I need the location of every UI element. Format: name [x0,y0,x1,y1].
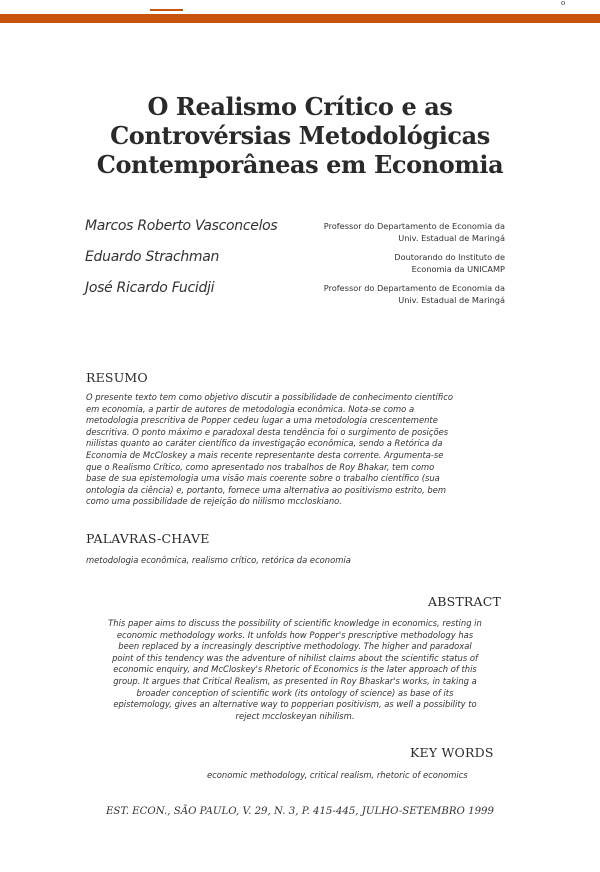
abstract-line: point of this tendency was the adventure of nihilist claims about the scientific status of [112,652,478,663]
abstract-line: economic methodology works. It unfolds how Popper's prescriptive methodology has [116,629,474,640]
key-words-line: economic methodology, critical realism, rhetoric of economics [207,770,468,780]
title-line: O Realismo Crítico e as [147,92,453,121]
key-words-text [207,770,468,782]
abstract-text [80,618,510,722]
author-affiliation [324,220,505,244]
affiliation-line: Professor do Departamento de Economia da [323,283,505,293]
resumo-line: como uma possibilidade de rejeição do niilismo mccloskiano. [86,496,342,507]
author-name: Eduardo Strachman [85,249,220,265]
abstract-line: This paper aims to discuss the possibility of scientific knowledge in economics, resting in [108,618,482,628]
resumo-line: O presente texto tem como objetivo discutir a possibilidade de conhecimento científico [86,392,453,402]
resumo-heading: RESUMO [86,370,148,385]
resumo-line: descritiva. O ponto máximo e paradoxal desta tendência foi o surgimento de posições [86,426,449,437]
author-row [85,249,505,280]
resumo-line: em economia, a partir de autores de metodologia econômica. Nota-se como a [86,403,415,414]
author-affiliation [324,282,505,306]
affiliation-line: Univ. Estadual de Maringá [398,233,505,243]
resumo-line: base de sua epistemologia uma visão mais coerente sobre o trabalho científico (sua [86,473,440,484]
author-affiliation [394,251,505,275]
author-row [85,280,505,311]
author-list [85,218,505,311]
abstract-line: been replaced by a increasingly descriptive methodology. The higher and paradoxal [118,641,472,652]
abstract-line: group. It argues that Critical Realism, as presented in Roy Bhaskar's works, in taking a [113,675,477,686]
palavras-chave-heading: PALAVRAS-CHAVE [86,531,210,546]
resumo-line: metodologia prescritiva de Popper cedeu lugar a uma metodologia crescentemente [86,415,438,426]
affiliation-line: Economia da UNICAMP [411,264,505,274]
journal-citation-footer: EST. ECON., SÃO PAULO, V. 29, N. 3, P. 415-445, JULHO-SETEMBRO 1999 [105,806,495,817]
title-line: Contemporâneas em Economia [96,150,504,179]
affiliation-line: Professor do Departamento de Economia da [323,221,505,231]
abstract-line: epistemology, gives an alternative way to popperian positivism, as well a possibility to [113,699,477,710]
top-accent-mark [150,9,183,11]
resumo-line: niilistas quanto ao caráter científico da investigação econômica, sendo a Retórica da [86,438,443,449]
affiliation-line: Univ. Estadual de Maringá [398,295,505,305]
abstract-line: broader conception of scientific work (its ontology of science) as base of its [136,687,454,698]
resumo-line: ontologia da ciência) e, portanto, fornece uma alternativa ao positivismo estrito, bem [86,484,447,495]
keywords-line: metodologia econômica, realismo crítico, retórica da economia [86,555,351,565]
author-name: Marcos Roberto Vasconcelos [85,218,278,234]
header-accent-bar [0,14,600,23]
paper-title [60,92,540,179]
resumo-line: Economia de McCloskey a mais recente representante desta corrente. Argumenta-se [86,449,444,460]
key-words-heading: KEY WORDS [410,745,494,760]
resumo-text [86,392,516,508]
corner-glyph: ō [561,0,566,7]
author-name: José Ricardo Fucidji [85,280,215,296]
author-row [85,218,505,249]
resumo-line: que o Realismo Crítico, como apresentado nos trabalhos de Roy Bhakar, tem como [86,461,435,472]
abstract-line: economic enquiry, and McCloskey's Rhetoric of Economics is the later approach of this [113,664,477,675]
abstract-line: reject mccloskeyan nihilism. [235,710,355,721]
palavras-chave-text [86,555,351,567]
title-line: Controvérsias Metodológicas [110,121,490,150]
abstract-heading: ABSTRACT [428,594,502,609]
affiliation-line: Doutorando do Instituto de [394,252,505,262]
